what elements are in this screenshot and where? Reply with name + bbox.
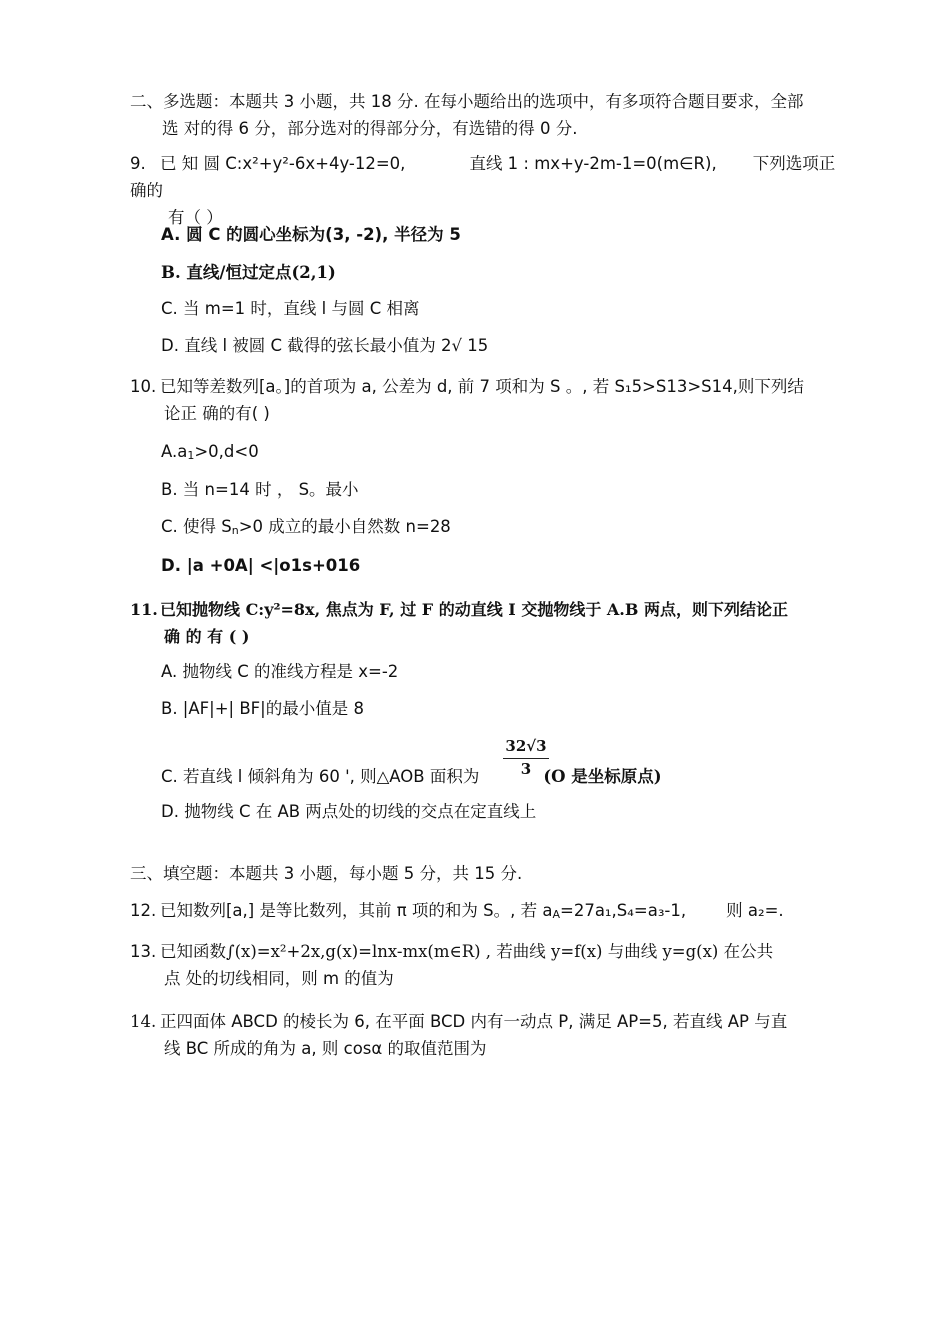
question-10-option-a [161,440,851,468]
question-14-stem-line-2: 线 BC 所成的角为 a, 则 cosα 的取值范围为 [164,1039,487,1058]
section-2-line-2: 选 对的得 6 分，部分选对的得部分分，有选错的得 0 分. [162,119,578,138]
question-10-option-c-text-2: >0 成立的最小自然数 n=28 [238,517,451,536]
question-12-stem-b: =27a₁,S₄=a₃-1, [560,901,687,920]
question-10-option-a-subscript: 1 [187,449,195,462]
section-2-line-1: 二、多选题：本题共 3 小题，共 18 分. 在每小题给出的选项中，有多项符合题目要求，全部 [130,92,804,111]
question-13 [130,938,848,992]
area-fraction-denominator: 3 [520,760,532,778]
question-13-number: 13. [130,942,157,961]
question-10-option-d: D. |a +0A| <|o1s+016 [161,556,361,575]
question-10 [130,373,848,427]
question-9-stem-a: 已 知 圆 C:x²+y²-6x+4y-12=0, [160,154,406,173]
question-10-option-c [161,515,851,543]
question-11-option-b: B. |AF|+| BF|的最小值是 8 [161,699,364,718]
area-fraction-numerator: 32√3 [503,736,549,759]
question-9-option-a: A. 圆 C 的圆心坐标为(3, -2), 半径为 5 [161,225,461,244]
question-10-option-a-text-1: A.a [161,442,188,461]
question-14-number: 14. [130,1012,157,1031]
question-10-number: 10. [130,377,157,396]
question-11-number: 11. [130,600,158,619]
question-12 [130,897,848,928]
question-9-number: 9. [130,154,146,173]
question-11-option-a: A. 抛物线 C 的准线方程是 x=-2 [161,662,399,681]
section-2-header [130,88,848,142]
question-10-option-b: B. 当 n=14 时 ， S。最小 [161,480,359,499]
question-13-stem-line-2: 点 处的切线相同，则 m 的值为 [164,969,394,988]
question-14 [130,1008,848,1062]
question-10-stem-line-1: 已知等差数列[a。]的首项为 a, 公差为 d, 前 7 项和为 S 。, 若 S₁5>S13>S14,则下列结 [160,377,804,396]
question-12-stem-c: 则 a₂=. [726,901,784,920]
question-10-stem-line-2: 论正 确的有( ) [164,404,270,423]
question-9 [130,150,848,231]
question-11-option-c-text: C. 若直线 l 倾斜角为 60 ', 则△AOB 面积为 [161,767,480,786]
question-9-stem-b: 直线 1 : mx+y-2m-1=0(m∈R), [469,154,717,173]
question-10-option-a-text-2: >0,d<0 [194,442,259,461]
question-9-stem-c: 下列选项正确的 [130,154,836,200]
question-12-number: 12. [130,901,157,920]
question-13-stem-line-1: 已知函数∫(x)=x²+2x,g(x)=lnx-mx(m∈R) , 若曲线 y=f(x) 与曲线 y=g(x) 在公共 [160,942,774,961]
question-11-stem-line-1: 已知抛物线 C:y²=8x, 焦点为 F, 过 F 的动直线 I 交抛物线于 A.B 两点，则下列结论正 [160,600,788,619]
question-12-subscript: A [552,908,560,921]
question-10-option-c-text-1: C. 使得 S [161,517,232,536]
area-fraction [503,736,549,779]
question-11-option-d: D. 抛物线 C 在 AB 两点处的切线的交点在定直线上 [161,802,537,821]
section-3-line-1: 三、填空题：本题共 3 小题，每小题 5 分，共 15 分. [130,864,523,883]
question-14-stem-line-1: 正四面体 ABCD 的棱长为 6, 在平面 BCD 内有一动点 P, 满足 AP=5, 若直线 AP 与直 [160,1012,788,1031]
question-9-option-d: D. 直线 l 被圆 C 截得的弦长最小值为 2√ 15 [161,336,489,355]
question-10-option-c-subscript: n [231,524,239,537]
question-9-option-b: B. 直线/恒过定点(2,1) [161,263,336,282]
question-12-stem-a: 已知数列[a,] 是等比数列，其前 π 项的和为 S。, 若 a [160,901,553,920]
section-3-header [130,860,848,887]
question-11-stem-line-2: 确 的 有 ( ) [164,627,250,646]
question-9-option-c: C. 当 m=1 时，直线 l 与圆 C 相离 [161,299,420,318]
question-11-option-c-tail: (O 是坐标原点) [543,767,662,786]
question-11 [130,596,848,650]
question-9-stem-line-2: 有（ ） [168,208,223,227]
